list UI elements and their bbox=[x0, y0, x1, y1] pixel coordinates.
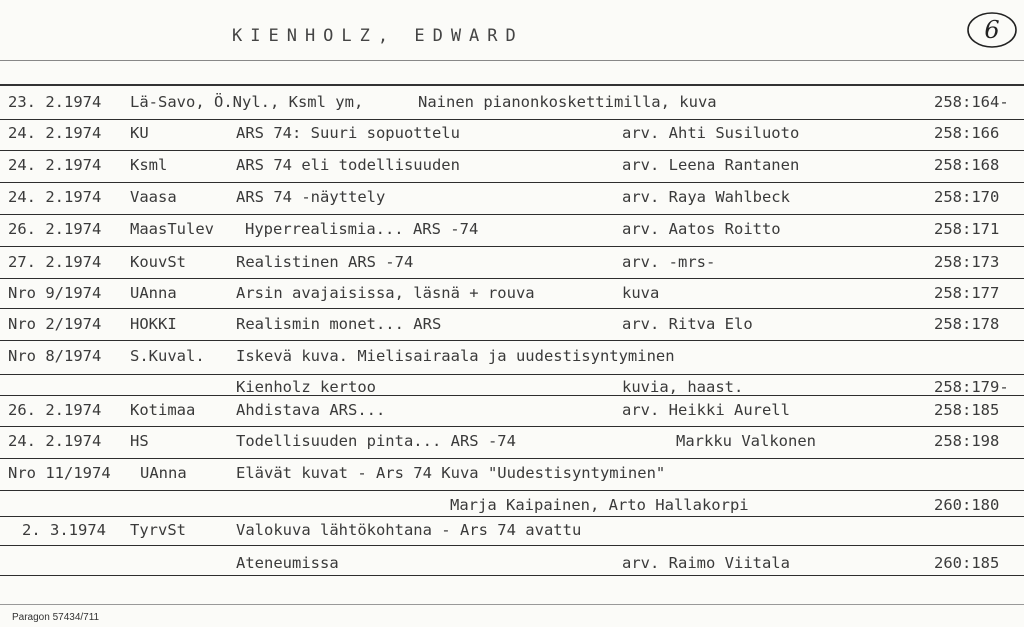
entry-source: KU bbox=[130, 124, 149, 142]
row-divider bbox=[0, 490, 1024, 491]
row-divider bbox=[0, 246, 1024, 247]
entry-reviewer: kuva bbox=[622, 284, 660, 302]
entry-source: Lä-Savo, Ö.Nyl., Ksml ym, bbox=[130, 93, 364, 111]
entry-reviewer: arv. Ahti Susiluoto bbox=[622, 124, 800, 142]
entry-ref: 258:179- bbox=[934, 378, 1009, 396]
entry-reviewer: Marja Kaipainen, Arto Hallakorpi bbox=[450, 496, 749, 514]
entry-ref: 258:185 bbox=[934, 401, 1000, 419]
entry-title: Ahdistava ARS... bbox=[236, 401, 386, 419]
entry-ref: 258:178 bbox=[934, 315, 1000, 333]
header-rule-thick bbox=[0, 84, 1024, 86]
entry-ref: 260:180 bbox=[934, 496, 1000, 514]
entry-row bbox=[0, 311, 1024, 337]
entry-reviewer: arv. Heikki Aurell bbox=[622, 401, 790, 419]
entry-date: Nro 9/1974 bbox=[8, 284, 102, 302]
entry-date: 27. 2.1974 bbox=[8, 253, 102, 271]
entry-date: 24. 2.1974 bbox=[8, 124, 102, 142]
entry-title: Realistinen ARS -74 bbox=[236, 253, 414, 271]
entry-row bbox=[0, 460, 1024, 486]
entry-date: 26. 2.1974 bbox=[8, 220, 102, 238]
entry-row-continued bbox=[0, 550, 1024, 576]
entry-title: Arsin avajaisissa, läsnä + rouva bbox=[236, 284, 535, 302]
entry-source: UAnna bbox=[130, 284, 177, 302]
row-divider bbox=[0, 458, 1024, 459]
entry-source: Kotimaa bbox=[130, 401, 196, 419]
entry-row bbox=[0, 249, 1024, 275]
entry-date: 24. 2.1974 bbox=[8, 432, 102, 450]
card-title: KIENHOLZ, EDWARD bbox=[232, 26, 524, 46]
entry-title: Todellisuuden pinta... ARS -74 bbox=[236, 432, 516, 450]
entry-ref: 258:164- bbox=[934, 93, 1009, 111]
entry-row bbox=[0, 428, 1024, 454]
page-number: 6 bbox=[984, 16, 1000, 44]
entry-reviewer: arv. -mrs- bbox=[622, 253, 716, 271]
entry-reviewer: arv. Raya Wahlbeck bbox=[622, 188, 790, 206]
row-divider bbox=[0, 604, 1024, 605]
entry-reviewer: Markku Valkonen bbox=[676, 432, 816, 450]
entry-ref: 258:170 bbox=[934, 188, 1000, 206]
entry-date: Nro 2/1974 bbox=[8, 315, 102, 333]
entry-row bbox=[0, 216, 1024, 242]
entry-source: MaasTulev bbox=[130, 220, 214, 238]
page-number-circle bbox=[966, 10, 1018, 50]
row-divider bbox=[0, 150, 1024, 151]
entry-source: HS bbox=[130, 432, 149, 450]
entry-title: Realismin monet... ARS bbox=[236, 315, 442, 333]
entry-source: TyrvSt bbox=[130, 521, 186, 539]
entry-ref: 258:173 bbox=[934, 253, 1000, 271]
entry-date: Nro 11/1974 bbox=[8, 464, 111, 482]
entry-source: UAnna bbox=[140, 464, 187, 482]
entry-title: Iskevä kuva. Mielisairaala ja uudestisyntyminen bbox=[236, 347, 675, 365]
row-divider bbox=[0, 182, 1024, 183]
entry-row bbox=[0, 120, 1024, 146]
row-divider bbox=[0, 545, 1024, 546]
row-divider bbox=[0, 308, 1024, 309]
entry-date: 26. 2.1974 bbox=[8, 401, 102, 419]
entry-row bbox=[0, 397, 1024, 423]
entry-source: Ksml bbox=[130, 156, 168, 174]
entry-title: ARS 74 eli todellisuuden bbox=[236, 156, 460, 174]
header-rule bbox=[0, 60, 1024, 61]
footer-print: Paragon 57434/711 bbox=[12, 612, 100, 623]
entry-ref: 258:198 bbox=[934, 432, 1000, 450]
entry-title: ARS 74 -näyttely bbox=[236, 188, 386, 206]
entry-row bbox=[0, 343, 1024, 369]
row-divider bbox=[0, 426, 1024, 427]
entry-title: ARS 74: Suuri sopuottelu bbox=[236, 124, 460, 142]
entry-ref: 258:168 bbox=[934, 156, 1000, 174]
entry-source: Vaasa bbox=[130, 188, 177, 206]
entry-source: S.Kuval. bbox=[130, 347, 205, 365]
entry-reviewer: kuvia, haast. bbox=[622, 378, 744, 396]
entry-title: Elävät kuvat - Ars 74 Kuva "Uudestisyntyminen" bbox=[236, 464, 666, 482]
entry-source: HOKKI bbox=[130, 315, 177, 333]
entry-ref: 258:171 bbox=[934, 220, 1000, 238]
entry-date: 23. 2.1974 bbox=[8, 93, 102, 111]
entry-ref: 258:177 bbox=[934, 284, 1000, 302]
entry-date: 24. 2.1974 bbox=[8, 188, 102, 206]
row-divider bbox=[0, 278, 1024, 279]
row-divider bbox=[0, 214, 1024, 215]
entry-reviewer: arv. Leena Rantanen bbox=[622, 156, 800, 174]
entry-reviewer: arv. Raimo Viitala bbox=[622, 554, 790, 572]
entry-row bbox=[0, 184, 1024, 210]
entry-row bbox=[0, 280, 1024, 306]
entry-title: Kienholz kertoo bbox=[236, 378, 376, 396]
entry-row bbox=[0, 517, 1024, 543]
entry-row-continued bbox=[0, 492, 1024, 518]
entry-date: 2. 3.1974 bbox=[22, 521, 106, 539]
entry-reviewer: arv. Aatos Roitto bbox=[622, 220, 781, 238]
entry-ref: 260:185 bbox=[934, 554, 1000, 572]
entry-source: KouvSt bbox=[130, 253, 186, 271]
entry-title: Ateneumissa bbox=[236, 554, 339, 572]
row-divider bbox=[0, 340, 1024, 341]
entry-date: Nro 8/1974 bbox=[8, 347, 102, 365]
entry-title: Valokuva lähtökohtana - Ars 74 avattu bbox=[236, 521, 582, 539]
entry-row bbox=[0, 152, 1024, 178]
entry-reviewer: arv. Ritva Elo bbox=[622, 315, 753, 333]
entry-row bbox=[0, 89, 1024, 115]
entry-date: 24. 2.1974 bbox=[8, 156, 102, 174]
entry-ref: 258:166 bbox=[934, 124, 1000, 142]
entry-title: Hyperrealismia... ARS -74 bbox=[245, 220, 479, 238]
entry-title: Nainen pianonkoskettimilla, kuva bbox=[418, 93, 717, 111]
